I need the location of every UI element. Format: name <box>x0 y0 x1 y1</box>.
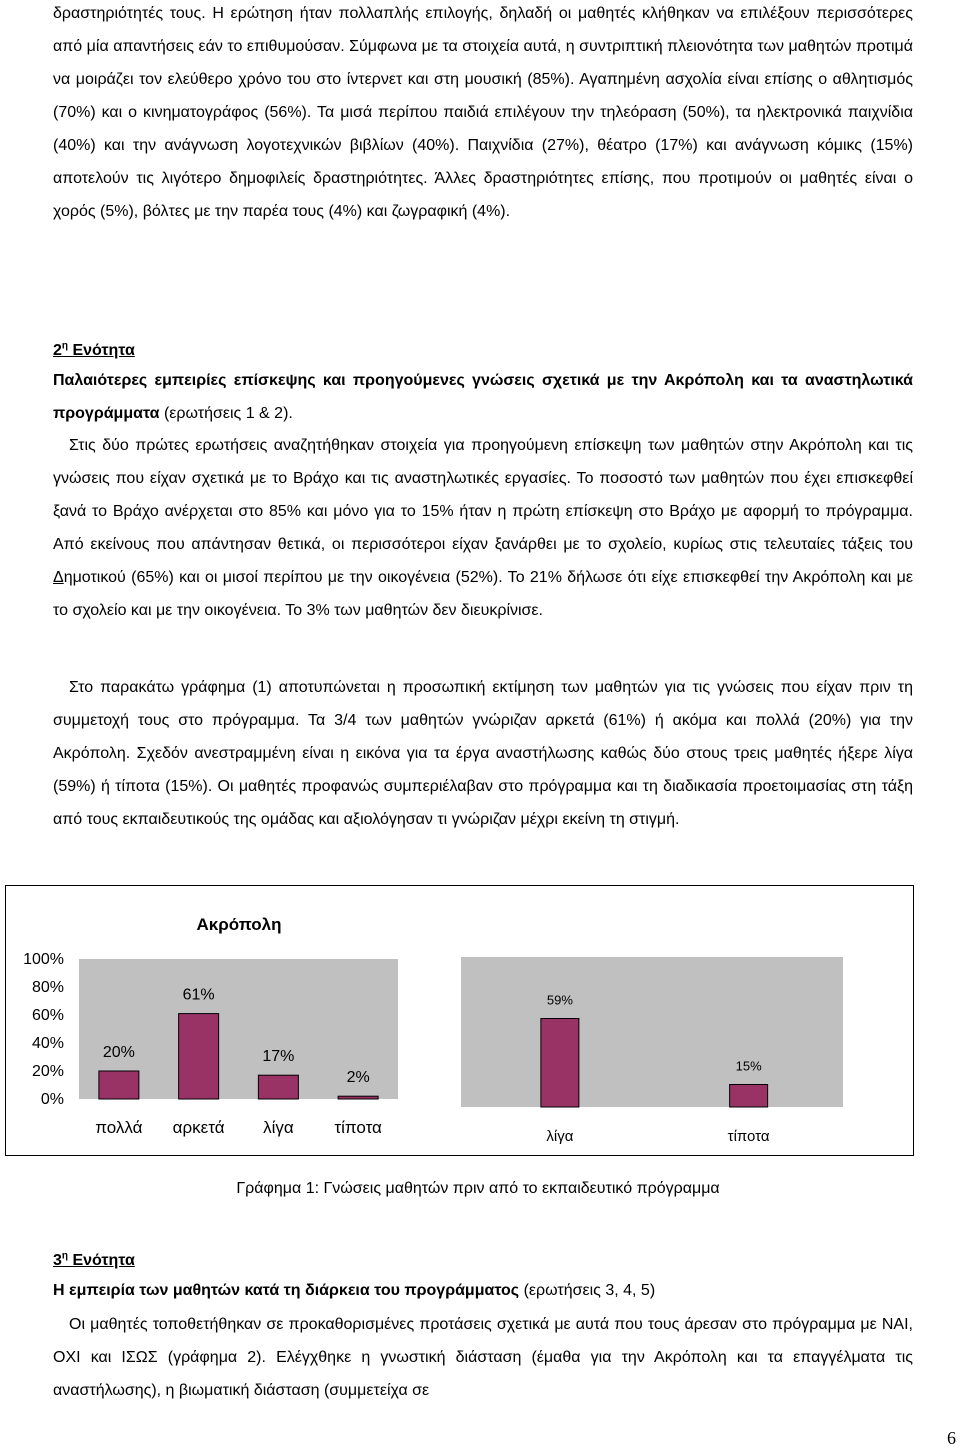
section-2-paragraph-1 <box>53 429 913 627</box>
bar <box>730 1085 768 1108</box>
section-3-superscript: η <box>61 1251 69 1262</box>
x-tick-label: πολλά <box>95 1118 143 1137</box>
y-tick-label: 20% <box>31 1063 64 1080</box>
y-tick-label: 0% <box>40 1091 64 1108</box>
data-label: 20% <box>102 1044 135 1061</box>
section-2-subtitle-tail: (ερωτήσεις 1 & 2). <box>159 405 293 422</box>
intro-paragraph: δραστηριότητές τους. Η ερώτηση ήταν πολλαπλής επιλογής, δηλαδή οι μαθητές κλήθηκαν να επιλέξουν περισσότερες από μία απαντήσεις εάν το επιθυμούσαν. Σύμφωνα με τα στοιχεία αυτά, η συντριπτική πλειονότητα των μαθητών προτιμά να μοιράζει τον ελεύθερο χρόνο του στο ίντερνετ και στη μουσική (85%). Αγαπημένη ασχολία είναι επίσης ο αθλητισμός (70%) και ο κινηματογράφος (56%). Τα μισά περίπου παιδιά επιλέγουν την τηλεόραση (50%), τα ηλεκτρονικά παιχνίδια (40%) και την ανάγνωση λογοτεχνικών βιβλίων (40%). Παιχνίδια (27%), θέατρο (17%) και ανάγνωση κόμικς (15%) αποτελούν τις λιγότερο δημοφιλείς δραστηριότητες. Άλλες δραστηριότητες επίσης, που προτιμούν οι μαθητές είναι ο χορός (5%), βόλτες με την παρέα τους (4%) και ζωγραφική (4%). <box>53 5 913 220</box>
bar <box>541 1019 579 1108</box>
x-tick-label: τίποτα <box>727 1128 770 1145</box>
section-3-paragraph-1: Οι μαθητές τοποθετήθηκαν σε προκαθορισμένες προτάσεις σχετικά με αυτά που τους άρεσαν στο πρόγραμμα με ΝΑΙ, ΟΧΙ και ΙΣΩΣ (γράφημα 2). Ελέγχθηκε η γνωστική διάσταση (έμαθα για την Ακρόπολη και τα επαγγέλματα τις αναστήλωσης), η βιωματική διάσταση (συμμετείχα σε <box>53 1316 913 1399</box>
bar <box>338 1096 378 1099</box>
plot-area <box>461 957 843 1107</box>
section-2-subtitle-bold: Παλαιότερες εμπειρίες επίσκεψης και προηγούμενες γνώσεις σχετικά με την Ακρόπολη και τα αναστηλωτικά προγράμματα <box>53 372 913 422</box>
figure-1 <box>5 885 914 1156</box>
chart-acropolis <box>6 886 461 1157</box>
y-tick-label: 40% <box>31 1035 64 1052</box>
section-3-subtitle-bold: Η εμπειρία των μαθητών κατά τη διάρκεια του προγράμματος <box>53 1282 520 1299</box>
section-3-number: 3 <box>53 1252 62 1270</box>
x-tick-label: αρκετά <box>172 1118 225 1137</box>
data-label: 17% <box>262 1048 295 1066</box>
figure-caption: Γράφημα 1: Γνώσεις μαθητών πριν από το εκπαιδευτικό πρόγραμμα <box>236 1180 720 1197</box>
page-number: 6 <box>947 1428 956 1448</box>
y-tick-label: 60% <box>31 1007 64 1024</box>
y-tick-label: 80% <box>31 979 64 996</box>
underlined-letter: Δ <box>53 569 64 586</box>
chart-restoration <box>461 886 913 1157</box>
section-2-paragraph-1-rest: ημοτικού (65%) και οι μισοί περίπου με την οικογένεια (52%). Το 21% δήλωσε ότι είχε επισκεφθεί την Ακρόπολη και με το σχολείο και με την οικογένεια. Το 3% των μαθητών δεν διευκρίνισε. <box>53 569 913 619</box>
section-2-subtitle <box>53 364 913 430</box>
section-3-word: Ενότητα <box>72 1252 135 1270</box>
bar <box>179 1014 219 1099</box>
section-2-paragraph-1-text: Στις δύο πρώτες ερωτήσεις αναζητήθηκαν στοιχεία για προηγούμενη επίσκεψη των μαθητών στην Ακρόπολη και τις γνώσεις που είχαν σχετικά με το Βράχο και τις αναστηλωτικές εργασίες. Το ποσοστό των μαθητών που έχει επισκεφθεί ξανά το Βράχο ανέρχεται στο 85% και μόνο για το 15% ήταν η πρώτη επίσκεψη στο Βράχο με αφορμή το πρόγραμμα. Από εκείνους που απάντησαν θετικά, οι περισσότεροι είχαν ξανάρθει με το σχολείο, κυρίως στις τελευταίες τάξεις του <box>53 437 913 553</box>
y-tick-label: 100% <box>23 951 64 968</box>
section-2-paragraph-2: Στο παρακάτω γράφημα (1) αποτυπώνεται η προσωπική εκτίμηση των μαθητών για τις γνώσεις που είχαν πριν τη συμμετοχή τους στο πρόγραμμα. Τα 3/4 των μαθητών γνώριζαν αρκετά (61%) ή ακόμα και πολλά (20%) για την Ακρόπολη. Σχεδόν ανεστραμμένη είναι η εικόνα για τα έργα αναστήλωσης καθώς δύο στους τρεις μαθητές ήξερε λίγα (59%) ή τίποτα (15%). Οι μαθητές προφανώς συμπεριέλαβαν στο πρόγραμμα και τη διαδικασία προετοιμασίας στη τάξη από τους εκπαιδευτικούς της ομάδας και αξιολόγησαν τι γνώριζαν μέχρι εκείνη τη στιγμή. <box>53 679 913 828</box>
section-2-heading <box>53 337 913 361</box>
data-label: 61% <box>182 986 215 1004</box>
data-label: 15% <box>735 1058 762 1074</box>
section-2-superscript: η <box>61 341 69 352</box>
section-3-heading <box>53 1247 913 1271</box>
x-tick-label: λίγα <box>263 1118 294 1137</box>
section-3-subtitle <box>53 1281 913 1301</box>
data-label: 2% <box>346 1069 370 1087</box>
section-2-word: Ενότητα <box>72 342 135 360</box>
section-3-subtitle-tail: (ερωτήσεις 3, 4, 5) <box>519 1282 656 1299</box>
bar <box>258 1075 298 1099</box>
section-2-label <box>53 342 135 359</box>
bar <box>99 1071 139 1099</box>
x-tick-label: λίγα <box>546 1128 574 1145</box>
section-3-label <box>53 1252 135 1269</box>
x-tick-label: τίποτα <box>334 1118 382 1137</box>
chart-title: Ακρόπολη <box>196 915 282 934</box>
data-label: 59% <box>546 992 573 1008</box>
section-2-number: 2 <box>53 342 62 360</box>
